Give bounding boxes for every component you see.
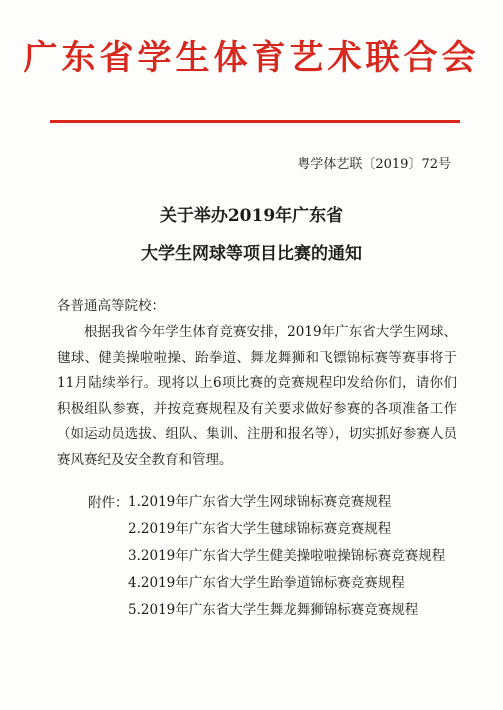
attachment-item — [128, 490, 458, 515]
attachment-number: 4. — [128, 575, 141, 591]
notice-title-line-1: 关于举办2019年广东省 — [159, 206, 344, 226]
attachment-text: 2019年广东省大学生健美操啦啦操锦标赛竞赛规程 — [140, 548, 446, 564]
attachment-item — [128, 544, 458, 569]
attachment-number: 1. — [128, 494, 141, 510]
letterhead-title: 广东省学生体育艺术联合会 — [23, 38, 480, 78]
attachment-number: 3. — [128, 548, 141, 564]
salutation: 各普通高等院校： — [57, 298, 165, 314]
attachment-number: 2. — [128, 521, 141, 537]
attachments-label: 附件： — [88, 495, 129, 511]
attachment-text: 2019年广东省大学生网球锦标赛竞赛规程 — [140, 494, 392, 510]
attachment-item — [128, 517, 458, 542]
document-number: 粤学体艺联〔2019〕72号 — [297, 157, 451, 172]
notice-body-paragraph: 根据我省今年学生体育竞赛安排，2019年广东省大学生网球、毽球、健美操啦啦操、跆拳道、舞龙舞狮和飞镖锦标赛等赛事将于11月陆续举行。现将以上6项比赛的竞赛规程印发给你们，请你们积极组队参赛，并按竞赛规程及有关要求做好参赛的各项准备工作（如运动员选拔、组队、集训、注册和报名等），切实抓好参赛人员赛风赛纪及安全教育和管理。 — [57, 324, 457, 468]
attachment-item — [128, 598, 458, 623]
attachment-text: 2019年广东省大学生毽球锦标赛竞赛规程 — [140, 521, 392, 537]
attachment-text: 2019年广东省大学生舞龙舞狮锦标赛竞赛规程 — [140, 602, 419, 618]
attachment-number: 5. — [128, 602, 141, 618]
letterhead-red-rule — [50, 120, 460, 123]
attachment-item — [128, 571, 458, 596]
notice-title-line-2: 大学生网球等项目比赛的通知 — [141, 244, 362, 264]
attachment-text: 2019年广东省大学生跆拳道锦标赛竞赛规程 — [140, 575, 405, 591]
attachments-list — [128, 490, 458, 625]
